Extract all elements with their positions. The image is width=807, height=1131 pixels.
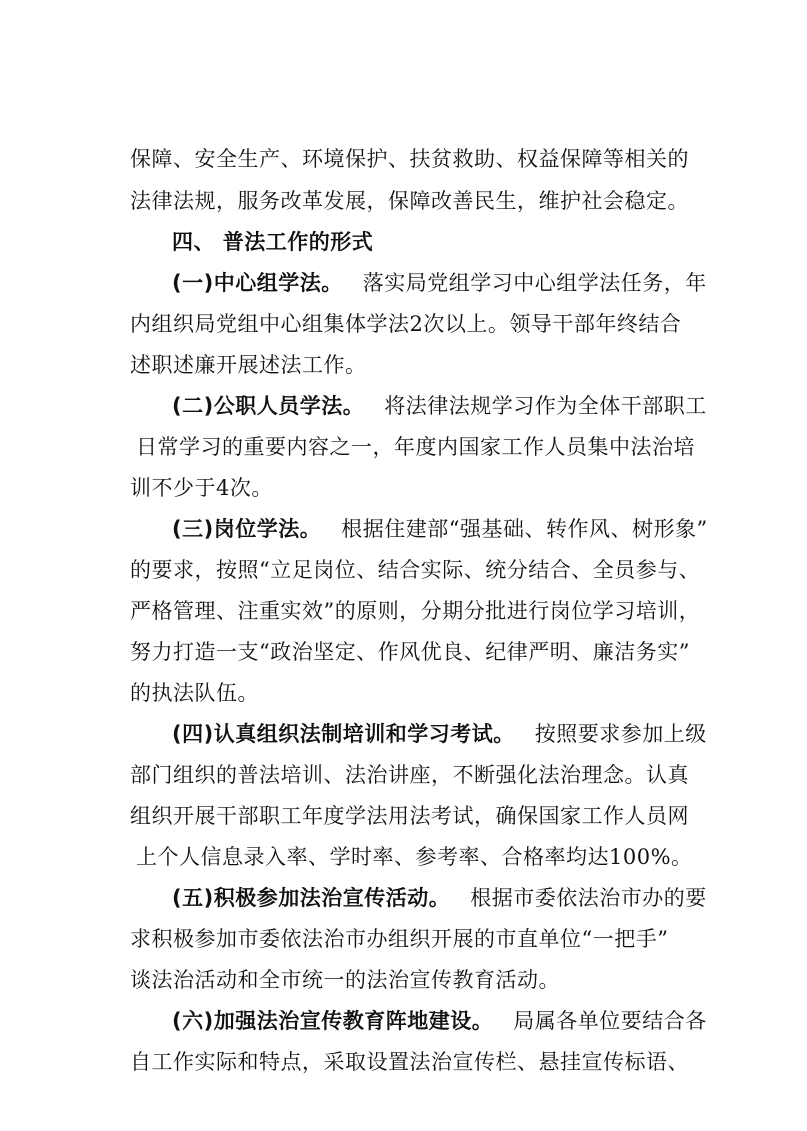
paragraph-first-line: [172, 270, 707, 296]
body-line: 法律法规，服务改革发展，保障改善民生，维护社会稳定。: [130, 189, 689, 213]
body-line: 努力打造一支“政治坚定、作风优良、纪律严明、廉洁务实”: [130, 640, 690, 664]
body-line: 求积极参加市委依法治市办组织开展的市直单位“一把手”: [130, 927, 669, 951]
body-line: 述职述廉开展述法工作。: [130, 353, 367, 377]
paragraph-lead: (二)公职人员学法。: [172, 394, 365, 418]
paragraph-text: 局属各单位要结合各: [513, 1009, 707, 1033]
body-line: 训不少于4次。: [130, 476, 273, 500]
paragraph-first-line: [172, 885, 707, 911]
body-line: 严格管理、注重实效”的原则，分期分批进行岗位学习培训，: [130, 599, 701, 623]
paragraph-first-line: [172, 1008, 707, 1034]
paragraph-first-line: [172, 516, 708, 542]
paragraph-lead: (四)认真组织法制培训和学习考试。: [172, 722, 515, 746]
paragraph-first-line: [172, 393, 707, 419]
body-line: 日常学习的重要内容之一，年度内国家工作人员集中法治培: [136, 435, 695, 459]
body-line: 自工作实际和特点，采取设置法治宣传栏、悬挂宣传标语、: [130, 1050, 689, 1074]
paragraph-first-line: [172, 721, 707, 747]
paragraph-text: 将法律法规学习作为全体干部职工: [384, 394, 707, 418]
paragraph-lead: (三)岗位学法。: [172, 517, 322, 541]
paragraph-text: 按照要求参加上级: [534, 722, 707, 746]
body-line: 部门组织的普法培训、法治讲座，不断强化法治理念。认真: [130, 763, 689, 787]
body-line: 的执法队伍。: [130, 681, 259, 705]
paragraph-lead: (六)加强法治宣传教育阵地建设。: [172, 1009, 494, 1033]
paragraph-text: 根据住建部“强基础、转作风、树形象”: [341, 517, 708, 541]
paragraph-text: 根据市委依法治市办的要: [470, 886, 707, 910]
paragraph-lead: (一)中心组学法。: [172, 271, 343, 295]
section-heading: 四、 普法工作的形式: [172, 230, 374, 254]
body-line: 上个人信息录入率、学时率、参考率、合格率均达100%。: [136, 845, 693, 869]
body-line: 组织开展干部职工年度学法用法考试，确保国家工作人员网: [130, 804, 689, 828]
body-line: 保障、安全生产、环境保护、扶贫救助、权益保障等相关的: [130, 147, 689, 171]
body-line: 内组织局党组中心组集体学法2次以上。领导干部年终结合: [130, 312, 682, 336]
paragraph-text: 落实局党组学习中心组学法任务，年: [362, 271, 707, 295]
body-line: 的要求，按照“立足岗位、结合实际、统分结合、全员参与、: [130, 558, 701, 582]
body-line: 谈法治活动和全市统一的法治宣传教育活动。: [130, 968, 560, 992]
paragraph-lead: (五)积极参加法治宣传活动。: [172, 886, 451, 910]
